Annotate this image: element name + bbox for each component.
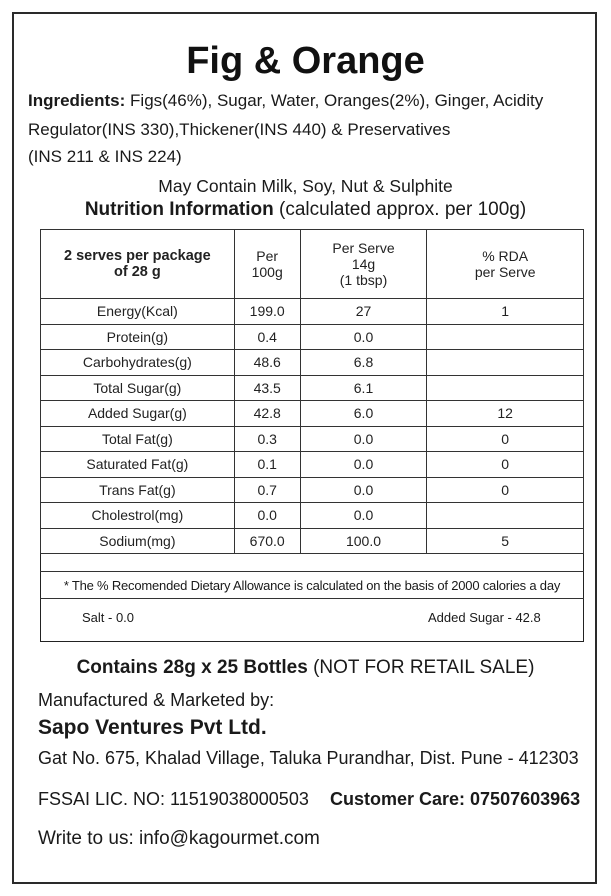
value-rda <box>427 324 584 350</box>
header-per-100g <box>234 230 300 299</box>
header-perserve-line1: Per Serve <box>332 240 395 256</box>
value-per-100g: 0.3 <box>234 426 300 452</box>
value-rda: 12 <box>427 401 584 427</box>
table-row <box>41 503 584 529</box>
value-per-serve: 100.0 <box>300 528 427 554</box>
header-rda-line1: % RDA <box>482 248 529 264</box>
header-rda <box>427 230 584 299</box>
table-row <box>41 375 584 401</box>
nutrition-table <box>40 229 584 554</box>
table-row <box>41 324 584 350</box>
nutrition-title: Nutrition Information <box>84 199 274 220</box>
rda-footnote: * The % Recomended Dietary Allowance is calculated on the basis of 2000 calories a day <box>40 571 584 599</box>
value-per-100g: 0.0 <box>234 503 300 529</box>
value-per-serve: 6.0 <box>300 401 427 427</box>
salt-value: Salt - 0.0 <box>82 610 135 625</box>
product-title: Fig & Orange <box>186 40 425 82</box>
table-row <box>41 299 584 325</box>
nutrient-name: Saturated Fat(g) <box>41 452 235 478</box>
value-per-100g: 199.0 <box>234 299 300 325</box>
value-per-serve: 6.8 <box>300 350 427 376</box>
nutrient-name: Added Sugar(g) <box>41 401 235 427</box>
table-header-row <box>41 230 584 299</box>
value-per-serve: 0.0 <box>300 503 427 529</box>
value-rda <box>427 503 584 529</box>
value-per-100g: 48.6 <box>234 350 300 376</box>
nutrient-name: Energy(Kcal) <box>41 299 235 325</box>
company-name: Sapo Ventures Pvt Ltd. <box>38 716 267 739</box>
nutrient-name: Sodium(mg) <box>41 528 235 554</box>
nutrition-heading <box>0 199 611 221</box>
table-row <box>41 477 584 503</box>
value-rda: 1 <box>427 299 584 325</box>
value-rda: 5 <box>427 528 584 554</box>
header-perserve-line3: (1 tbsp) <box>339 272 388 288</box>
customer-care: Customer Care: 07507603963 <box>330 789 581 809</box>
value-per-100g: 0.1 <box>234 452 300 478</box>
value-rda: 0 <box>427 426 584 452</box>
value-rda <box>427 375 584 401</box>
ingredients-text-3: (INS 211 & INS 224) <box>28 147 182 166</box>
added-sugar-value: Added Sugar - 42.8 <box>428 610 541 625</box>
value-per-100g: 42.8 <box>234 401 300 427</box>
nutrient-name: Total Sugar(g) <box>41 375 235 401</box>
table-row <box>41 452 584 478</box>
value-per-serve: 0.0 <box>300 477 427 503</box>
value-per-100g: 43.5 <box>234 375 300 401</box>
header-rda-line2: per Serve <box>474 264 536 280</box>
header-per100-line1: Per <box>256 248 279 264</box>
header-per-serve <box>300 230 427 299</box>
value-per-serve: 6.1 <box>300 375 427 401</box>
fssai-license: FSSAI LIC. NO: 11519038000503 <box>38 789 309 809</box>
header-perserve-line2: 14g <box>351 256 376 272</box>
value-per-serve: 0.0 <box>300 452 427 478</box>
company-address: Gat No. 675, Khalad Village, Taluka Purandhar, Dist. Pune - 412303 <box>38 748 579 768</box>
nutrient-name: Total Fat(g) <box>41 426 235 452</box>
header-serves-line2: of 28 g <box>114 264 161 280</box>
value-per-100g: 0.7 <box>234 477 300 503</box>
value-per-100g: 0.4 <box>234 324 300 350</box>
contains-note: (NOT FOR RETAIL SALE) <box>313 657 535 678</box>
manufacturer-label: Manufactured & Marketed by: <box>38 690 275 710</box>
contains-statement <box>0 657 611 679</box>
value-rda: 0 <box>427 477 584 503</box>
table-row <box>41 401 584 427</box>
value-per-100g: 670.0 <box>234 528 300 554</box>
nutrient-name: Protein(g) <box>41 324 235 350</box>
allergen-warning: May Contain Milk, Soy, Nut & Sulphite <box>158 176 453 196</box>
table-row <box>41 426 584 452</box>
header-per100-line2: 100g <box>251 264 283 280</box>
contact-email: Write to us: info@kagourmet.com <box>38 828 320 849</box>
ingredients-text-1: Figs(46%), Sugar, Water, Oranges(2%), Ginger, Acidity <box>130 91 544 110</box>
ingredients-text-2: Regulator(INS 330),Thickener(INS 440) & Preservatives <box>28 120 451 139</box>
ingredients-line-1 <box>28 91 543 111</box>
contains-bold: Contains 28g x 25 Bottles <box>76 657 308 678</box>
table-row <box>41 350 584 376</box>
value-per-serve: 0.0 <box>300 426 427 452</box>
header-serves <box>41 230 235 299</box>
nutrition-note: (calculated approx. per 100g) <box>279 199 527 220</box>
header-serves-line1: 2 serves per package <box>64 248 211 264</box>
nutrient-name: Cholestrol(mg) <box>41 503 235 529</box>
table-row <box>41 528 584 554</box>
value-per-serve: 27 <box>300 299 427 325</box>
nutrient-name: Carbohydrates(g) <box>41 350 235 376</box>
value-per-serve: 0.0 <box>300 324 427 350</box>
ingredients-label: Ingredients: <box>28 91 126 110</box>
value-rda: 0 <box>427 452 584 478</box>
value-rda <box>427 350 584 376</box>
nutrient-name: Trans Fat(g) <box>41 477 235 503</box>
